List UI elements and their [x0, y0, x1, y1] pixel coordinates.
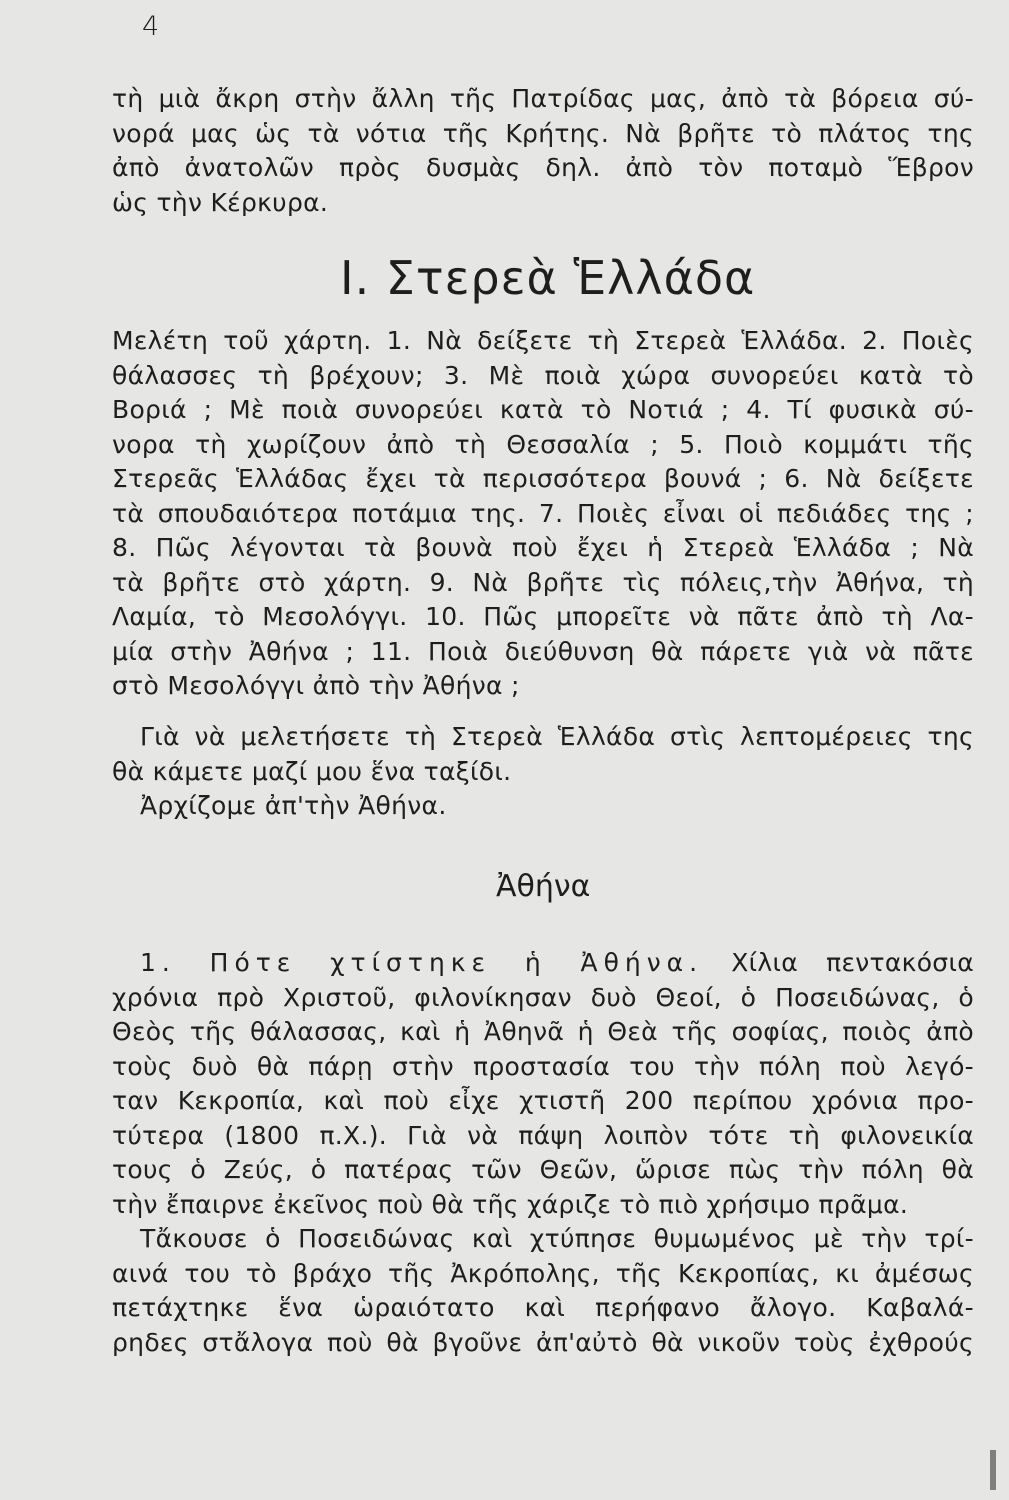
- text-line: Μελέτη τοῦ χάρτη. 1. Νὰ δείξετε τὴ Στερεὰ Ἑλλάδα. 2. Ποιὲς: [112, 326, 974, 355]
- text-line: τὴ μιὰ ἄκρη στὴν ἄλλη τῆς Πατρίδας μας, ἀπὸ τὰ βόρεια σύ-: [112, 84, 974, 113]
- text-line: πετάχτηκε ἕνα ὡραιότατο καὶ περήφανο ἄλογο. Καβαλά-: [112, 1293, 974, 1322]
- text-line: θὰ κάμετε μαζί μου ἕνα ταξίδι.: [112, 756, 512, 786]
- text-line: νορά μας ὡς τὰ νότια τῆς Κρήτης. Νὰ βρῆτε τὸ πλάτος της: [112, 118, 974, 148]
- text-line: ὡς τὴν Κέρκυρα.: [112, 187, 329, 217]
- text-line: χρόνια πρὸ Χριστοῦ, φιλονίκησαν δυὸ Θεοί, ὁ Ποσειδώνας, ὁ: [112, 982, 974, 1012]
- text-line: νορα τὴ χωρίζουν ἀπὸ τὴ Θεσσαλία ; 5. Ποιὸ κομμάτι τῆς: [112, 429, 974, 459]
- poseidon-paragraph: [112, 1222, 974, 1360]
- text-line: τὴν ἔπαιρνε ἐκεῖνος ποὺ θὰ τῆς χάριζε τὸ πιὸ χρήσιμο πρᾶμα.: [112, 1189, 909, 1219]
- subsection-title: Ἀθήνα: [496, 869, 591, 904]
- text-line: μία στὴν Ἀθήνα ; 11. Ποιὰ διεύθυνση θὰ πάρετε γιὰ νὰ πᾶτε: [112, 636, 974, 666]
- text-line: τὰ βρῆτε στὸ χάρτη. 9. Νὰ βρῆτε τὶς πόλεις,τὴν Ἀθήνα, τὴ: [112, 567, 974, 597]
- text-line: Γιὰ νὰ μελετήσετε τὴ Στερεὰ Ἑλλάδα στὶς λεπτομέρειες της: [140, 722, 974, 751]
- text-line: τοὺς δυὸ θὰ πάρῃ στὴν προστασία του τὴν πόλη ποὺ λεγό-: [112, 1051, 974, 1081]
- page-number: 4: [142, 11, 160, 42]
- text-line: [112, 946, 974, 981]
- text-line: ἀπὸ ἀνατολῶν πρὸς δυσμὰς δηλ. ἀπὸ τὸν ποταμὸ Ἕβρον: [112, 153, 974, 182]
- journey-paragraph: [112, 720, 974, 824]
- text-line: Βοριά ; Μὲ ποιὰ συνορεύει κατὰ τὸ Νοτιά ; 4. Τί φυσικὰ σύ-: [112, 395, 974, 424]
- text-line: Λαμία, τὸ Μεσολόγγι. 10. Πῶς μπορεῖτε νὰ πᾶτε ἀπὸ τὴ Λα-: [112, 602, 974, 631]
- map-study-paragraph: [112, 324, 974, 704]
- section-title: Ι. Στερεὰ Ἑλλάδα: [340, 251, 756, 305]
- scan-mark: [990, 1450, 996, 1490]
- text-line: Θεὸς τῆς θάλασσας, καὶ ἡ Ἀθηνᾶ ἡ Θεὰ τῆς σοφίας, ποιὸς ἀπὸ: [112, 1017, 974, 1046]
- text-line: Ἀρχίζομε ἀπ'τὴν Ἀθήνα.: [140, 791, 447, 820]
- athens-heading-rest: Χίλια πεντακόσια: [731, 948, 974, 977]
- intro-paragraph: [112, 82, 974, 220]
- text-line: τὰ σπουδαιότερα ποτάμια της. 7. Ποιὲς εἶναι οἱ πεδιάδες της ;: [112, 498, 974, 528]
- athens-heading: 1. Πότε χτίστηκε ἡ Ἀθήνα.: [140, 948, 704, 977]
- text-line: ρηδες στἄλογα ποὺ θὰ βγοῦνε ἀπ'αὐτὸ θὰ νικοῦν τοὺς ἐχθρούς: [112, 1327, 974, 1357]
- text-line: θάλασσες τὴ βρέχουν; 3. Μὲ ποιὰ χώρα συνορεύει κατὰ τὸ: [112, 360, 974, 390]
- text-line: ταν Κεκροπία, καὶ ποὺ εἶχε χτιστῆ 200 περίπου χρόνια προ-: [112, 1086, 974, 1115]
- text-line: αινά του τὸ βράχο τῆς Ἀκρόπολης, τῆς Κεκροπίας, κι ἀμέσως: [112, 1258, 974, 1288]
- text-line: 8. Πῶς λέγονται τὰ βουνὰ ποὺ ἔχει ἡ Στερεὰ Ἑλλάδα ; Νὰ: [112, 533, 974, 562]
- text-line: Τἄκουσε ὁ Ποσειδώνας καὶ χτύπησε θυμωμένος μὲ τὴν τρί-: [140, 1224, 974, 1253]
- text-line: στὸ Μεσολόγγι ἀπὸ τὴν Ἀθήνα ;: [112, 671, 520, 700]
- text-line: Στερεᾶς Ἑλλάδας ἔχει τὰ περισσότερα βουνά ; 6. Νὰ δείξετε: [112, 464, 974, 493]
- athens-paragraph: [112, 946, 974, 1222]
- text-line: τους ὁ Ζεύς, ὁ πατέρας τῶν Θεῶν, ὥρισε πὼς τὴν πόλη θὰ: [112, 1155, 974, 1184]
- text-line: τύτερα (1800 π.Χ.). Γιὰ νὰ πάψη λοιπὸν τότε τὴ φιλονεικία: [112, 1120, 974, 1150]
